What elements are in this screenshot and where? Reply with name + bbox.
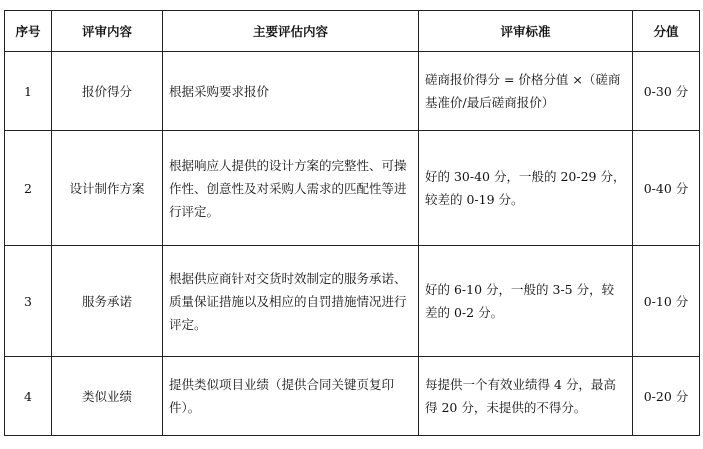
cell-no: 4 (5, 357, 52, 436)
cell-standard: 每提供一个有效业绩得 4 分，最高得 20 分，未提供的不得分。 (419, 357, 633, 436)
header-content: 主要评估内容 (163, 11, 419, 52)
cell-content: 根据采购要求报价 (163, 52, 419, 131)
cell-no: 1 (5, 52, 52, 131)
table-header-row (5, 11, 700, 52)
cell-score: 0-40 分 (633, 131, 700, 246)
cell-content: 根据供应商针对交货时效制定的服务承诺、质量保证措施以及相应的自罚措施情况进行评定。 (163, 246, 419, 357)
table-row (5, 52, 700, 131)
evaluation-table-wrapper (4, 10, 700, 436)
cell-no: 3 (5, 246, 52, 357)
header-standard: 评审标准 (419, 11, 633, 52)
cell-item: 报价得分 (52, 52, 163, 131)
cell-content: 根据响应人提供的设计方案的完整性、可操作性、创意性及对采购人需求的匹配性等进行评定。 (163, 131, 419, 246)
table-row (5, 357, 700, 436)
evaluation-criteria-table (4, 10, 700, 436)
header-no: 序号 (5, 11, 52, 52)
cell-score: 0-30 分 (633, 52, 700, 131)
cell-item: 设计制作方案 (52, 131, 163, 246)
cell-content: 提供类似项目业绩（提供合同关键页复印件）。 (163, 357, 419, 436)
header-score: 分值 (633, 11, 700, 52)
cell-score: 0-20 分 (633, 357, 700, 436)
cell-item: 服务承诺 (52, 246, 163, 357)
header-item: 评审内容 (52, 11, 163, 52)
cell-standard: 好的 6-10 分，一般的 3-5 分，较差的 0-2 分。 (419, 246, 633, 357)
table-row (5, 246, 700, 357)
cell-standard: 好的 30-40 分，一般的 20-29 分，较差的 0-19 分。 (419, 131, 633, 246)
cell-item: 类似业绩 (52, 357, 163, 436)
cell-no: 2 (5, 131, 52, 246)
cell-standard: 磋商报价得分 = 价格分值 ×（磋商基准价/最后磋商报价） (419, 52, 633, 131)
cell-score: 0-10 分 (633, 246, 700, 357)
table-row (5, 131, 700, 246)
